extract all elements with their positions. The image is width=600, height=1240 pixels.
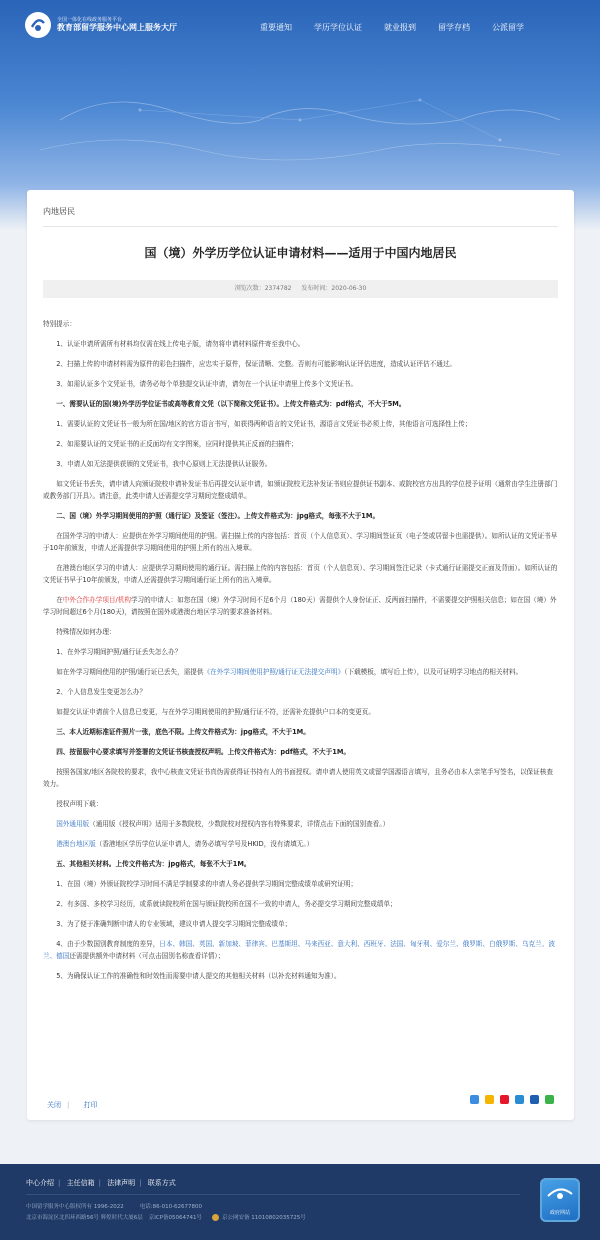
- police-record[interactable]: 京公网安备 11010802035725号: [222, 1215, 306, 1221]
- paragraph: 特别提示：: [43, 320, 76, 328]
- text: 学习的申请人：如您在国（境）外学习时间不足6个月（180天）需提供个人身份证正、反两面扫描件，不需要提交护照相关信息；如在国（境）外学习时间超过6个月(180天)，请按照在国外或港澳台地区学习的要求准备材料。: [43, 596, 557, 616]
- breadcrumb[interactable]: 内地居民: [43, 207, 75, 216]
- section-heading: 五、其他相关材料。上传文件格式为：jpg格式，每张不大于1M。: [56, 860, 251, 868]
- paragraph: 3、为了便于准确判断申请人的专业领域，建议申请人提交学习期间完整成绩单；: [56, 920, 292, 928]
- share-qzone-icon[interactable]: [485, 1095, 494, 1104]
- text: 如在外学习期间使用的护照/通行证已丢失，需提供: [56, 668, 204, 676]
- paragraph: 如文凭证书丢失，请申请人向颁证院校申请补发证书后再提交认证申请，如颁证院校无法补发证书则应提供证书副本、或院校官方出具的学位授予证明（通常由学生注册部门或教务部门开具）。请注意，此类申请人还需提交学习期间完整成绩单。: [43, 480, 558, 500]
- paragraph: [43, 938, 558, 962]
- section-heading: 四、按留服中心要求填写并签署的文凭证书核查授权声明。上传文件格式为：pdf格式，不大于1M。: [56, 748, 350, 756]
- phone: 电话:86-010-62677800: [139, 1204, 203, 1210]
- article-body: [43, 318, 558, 982]
- text: （通用版《授权声明》适用于多数院校，少数院校对授权内容有特殊要求，详情点击下面的国别查看。）: [89, 820, 390, 828]
- close-link[interactable]: 关闭: [47, 1101, 61, 1109]
- publish-date: 发布时间：2020-06-30: [301, 285, 367, 292]
- paragraph: 在国外学习的申请人：应提供在外学习期间使用的护照。需扫描上传的内容包括：首页（个人信息页）、学习期间签证页（电子签或居留卡也需提供）。如所认证的文凭证书早于10年前颁发，申请人还需提供学习期间使用的护照上所有的出入境章。: [43, 532, 558, 552]
- nav-item-state-sponsored[interactable]: 公派留学: [492, 23, 524, 32]
- logo-emblem-icon: [25, 12, 51, 38]
- main-nav: [260, 22, 546, 33]
- paragraph: 2、个人信息发生变更怎么办？: [56, 688, 147, 696]
- footer-links: 中心介绍 | 主任信箱 | 法律声明 | 联系方式: [26, 1179, 176, 1187]
- breadcrumb-divider: [43, 226, 558, 227]
- passport-statement-link[interactable]: 《在外学习期间使用护照/通行证无法提交声明》: [203, 668, 345, 676]
- general-version-link[interactable]: 国外通用版: [56, 820, 90, 828]
- page-title: 国（境）外学历学位认证申请材料——适用于中国内地居民: [144, 246, 457, 260]
- paragraph: 2、如需要认证的文凭证书的正反面均有文字图案，应同时提供其正反面的扫描件；: [56, 440, 298, 448]
- footer-info: [26, 1202, 322, 1224]
- address: 北京市海淀区北四环西路56号 辉煌时代大厦6层: [26, 1215, 143, 1221]
- site-footer: [0, 1164, 600, 1240]
- logo-title: 教育部留学服务中心网上服务大厅: [57, 23, 177, 33]
- nav-item-employment-registration[interactable]: 就业报到: [384, 23, 416, 32]
- logo-subtitle: 全国一体化在线政务服务平台: [57, 16, 123, 23]
- paragraph: 按照各国家/地区各院校的要求，我中心核查文凭证书真伪需获得证书持有人的书面授权。请申请人使用英文或留学国源语言填写，且务必由本人亲笔手写签名，以保证核查效力。: [43, 768, 553, 788]
- paragraph: [43, 594, 558, 618]
- text: 在: [56, 596, 63, 604]
- footer-link-contact[interactable]: 联系方式: [147, 1179, 176, 1187]
- paragraph: 在港澳台地区学习的申请人：应提供学习期间使用的通行证。需扫描上传的内容包括：首页（个人信息页）、学习期间签注记录（卡式通行证需提交正面及背面）。如所认证的文凭证书早于10年前颁发，申请人还需提供学习期间通行证上所有的出入境章。: [43, 564, 558, 584]
- article-card: [27, 190, 574, 1120]
- police-icon: [212, 1214, 219, 1221]
- paragraph: 3、申请人如无法提供获颁的文凭证书，我中心原则上无法提供认证服务。: [56, 460, 272, 468]
- nav-item-study-archive[interactable]: 留学存档: [438, 23, 470, 32]
- share-wechat-icon[interactable]: [545, 1095, 554, 1104]
- print-link[interactable]: 打印: [83, 1101, 98, 1109]
- icp-number[interactable]: 京ICP备05064741号: [148, 1215, 203, 1221]
- paragraph: 授权声明下载：: [56, 800, 103, 808]
- text: （香港地区学历学位认证申请人，请务必填写学号及HKID，没有请填无。）: [95, 840, 314, 848]
- text: 还需提供额外申请材料（可点击国别名称查看详情）；: [69, 952, 225, 960]
- nav-item-degree-certification[interactable]: 学历学位认证: [314, 23, 362, 32]
- text: （下载模板，填写后上传），以及可证明学习地点的相关材料。: [344, 668, 523, 676]
- paragraph: [43, 818, 558, 830]
- article-meta: [43, 280, 558, 298]
- nav-item-notices[interactable]: 重要通知: [260, 23, 292, 32]
- footer-link-legal[interactable]: 法律声明: [107, 1179, 136, 1187]
- paragraph: 2、有多国、多校学习经历，或系就读院校所在国与颁证院校所在国不一致的申请人，务必提交学习期间完整成绩单；: [56, 900, 397, 908]
- site-header: [0, 0, 600, 56]
- footer-link-about[interactable]: 中心介绍: [26, 1179, 54, 1187]
- hk-macau-taiwan-version-link[interactable]: 港澳台地区版: [56, 840, 96, 848]
- paragraph: 5、为确保认证工作的准确性和时效性而需要申请人提交的其他相关材料（以补充材料通知为准）。: [56, 972, 341, 980]
- section-heading: 三、本人近期标准证件照片一张，底色不限。上传文件格式为：jpg格式，不大于1M。: [56, 728, 310, 736]
- paragraph: 1、在国（境）外颁证院校学习时间不满足学制要求的申请人务必提供学习期间完整成绩单或研究证明；: [56, 880, 358, 888]
- paragraph: 2、扫描上传的申请材料需为原件的彩色扫描件，应忠实于原件，保证清晰、完整。否则有可能影响认证评估进度，造成认证评估不通过。: [56, 360, 457, 368]
- text: 4、由于少数国别教育制度的差异，: [56, 940, 160, 948]
- paragraph: 如提交认证申请前个人信息已变更，与在外学习期间使用的护照/通行证不符，还需补充提供户口本的变更页。: [56, 708, 375, 716]
- share-more-icon[interactable]: [470, 1095, 479, 1104]
- section-heading: 一、需要认证的国(境)外学历学位证书或高等教育文凭（以下简称文凭证书）。上传文件格式为：pdf格式，不大于5M。: [56, 400, 406, 408]
- highlight-text: 中外合作办学项目/机构: [62, 596, 131, 604]
- paragraph: [43, 838, 558, 850]
- view-count: 浏览次数：2374782: [234, 285, 292, 292]
- paragraph: 1、需要认证的文凭证书一般为所在国/地区的官方语言书写，如获得两种语言的文凭证书，源语言文凭证书必须上传，其他语言可选择性上传；: [56, 420, 472, 428]
- share-tencent-icon[interactable]: [515, 1095, 524, 1104]
- copyright: 中国留学服务中心版权所有 1996-2022: [26, 1204, 124, 1210]
- share-renren-icon[interactable]: [530, 1095, 539, 1104]
- article-actions: 关闭 | 打印: [47, 1101, 98, 1109]
- gov-site-badge[interactable]: [540, 1178, 580, 1222]
- paragraph: 1、在外学习期间护照/通行证丢失怎么办？: [56, 648, 182, 656]
- section-heading: 二、国（境）外学习期间使用的护照（通行证）及签证（签注）。上传文件格式为：jpg格式，每张不大于1M。: [56, 512, 380, 520]
- paragraph: 特殊情况如何办理：: [56, 628, 116, 636]
- gov-badge-icon: [540, 1178, 580, 1208]
- footer-divider: [26, 1194, 520, 1195]
- paragraph: [43, 666, 558, 678]
- paragraph: 1、认证申请所需所有材料均仅需在线上传电子版，请勿将申请材料原件寄至我中心。: [56, 340, 305, 348]
- site-logo[interactable]: [25, 12, 177, 38]
- share-weibo-icon[interactable]: [500, 1095, 509, 1104]
- paragraph: 3、如需认证多个文凭证书，请务必每个单独提交认证申请，请勿在一个认证申请里上传多个文凭证书。: [56, 380, 358, 388]
- country-list-links[interactable]: 日本、韩国、英国、新加坡、菲律宾、巴基斯坦、马来西亚、意大利、西班牙、法国、匈牙利、爱尔兰、俄罗斯、白俄罗斯、乌克兰、波兰、德国: [43, 940, 555, 960]
- footer-link-mailbox[interactable]: 主任信箱: [66, 1179, 95, 1187]
- badge-label: 政府网站: [549, 1210, 570, 1216]
- share-bar: [464, 1095, 554, 1104]
